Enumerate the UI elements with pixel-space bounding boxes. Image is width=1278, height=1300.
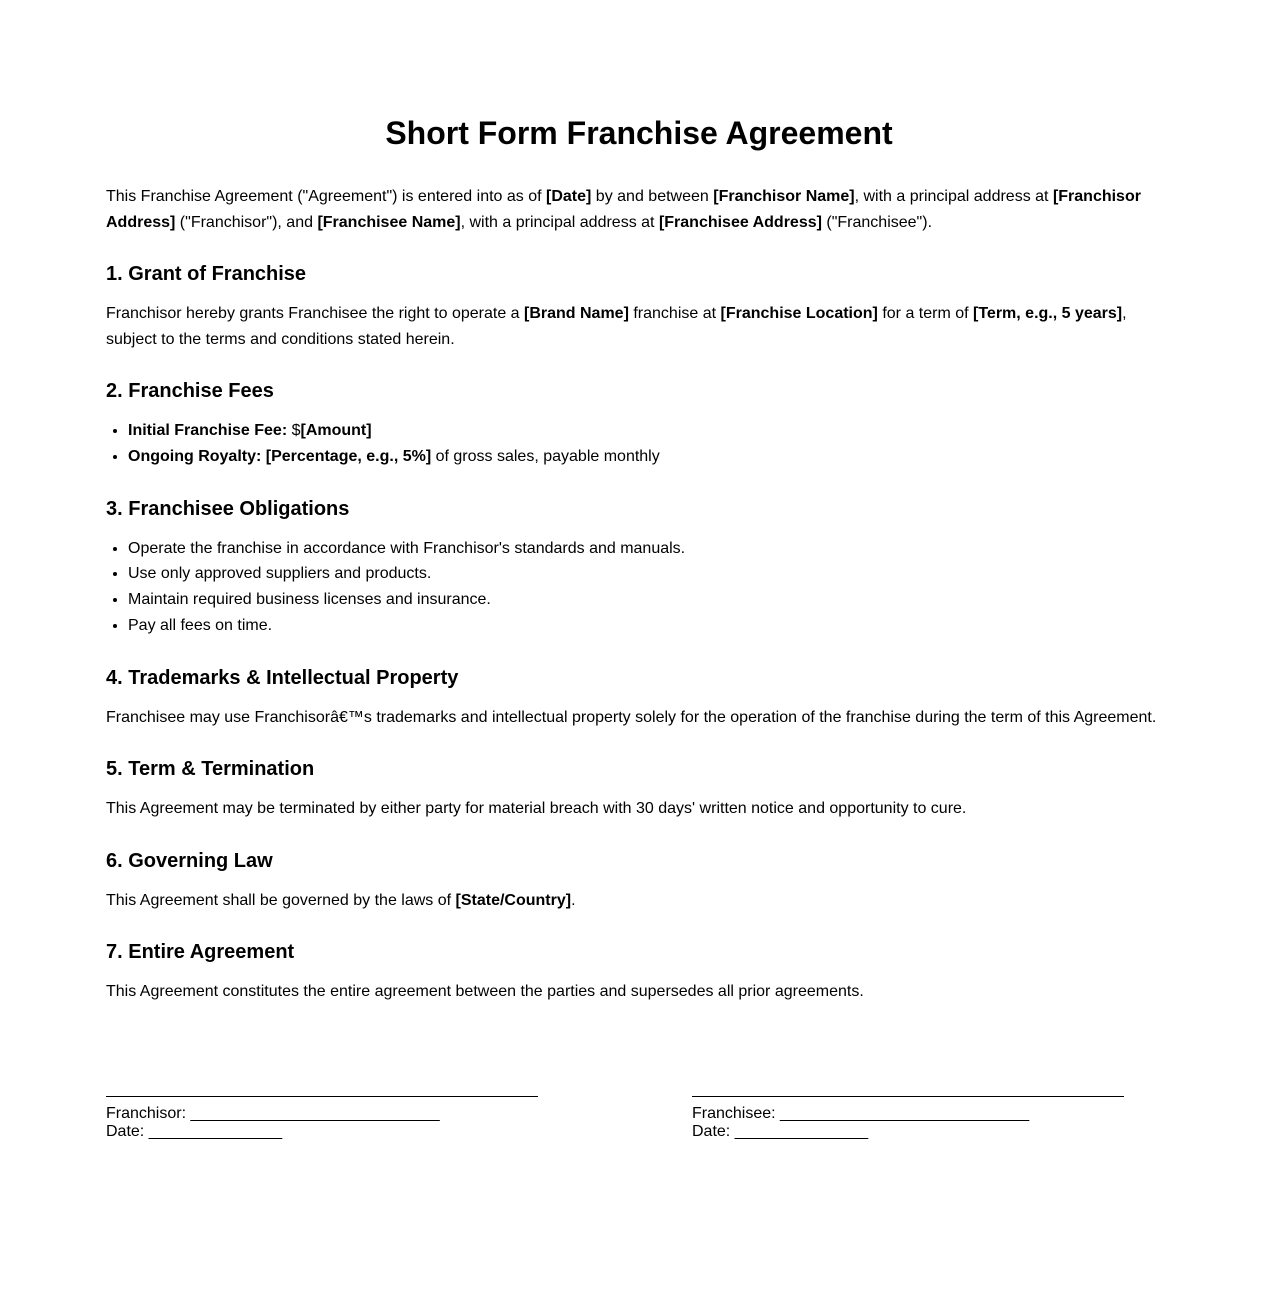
franchisor-date-line: Date: _______________ (106, 1122, 283, 1140)
paragraph-text: , subject to the terms and conditions stated herein. (106, 305, 1127, 348)
intro-text: ("Franchisee"). (821, 213, 933, 231)
intro-text: , with a principal address at (460, 213, 659, 231)
section-heading: 3. Franchisee Obligations (106, 497, 350, 520)
intro-paragraph (106, 184, 1172, 235)
section-paragraph (106, 888, 1172, 914)
franchisee-signature-block (692, 1096, 1124, 1141)
section-governing-law (106, 849, 1172, 914)
term-placeholder: [Term, e.g., 5 years] (973, 305, 1123, 323)
document-title: Short Form Franchise Agreement (385, 115, 893, 151)
amount-placeholder: [Amount] (300, 422, 372, 440)
list-item (128, 444, 1172, 470)
date-placeholder: [Date] (546, 188, 592, 205)
section-paragraph (106, 301, 1172, 352)
section-heading: 4. Trademarks & Intellectual Property (106, 666, 459, 689)
list-text: of gross sales, payable monthly (431, 448, 660, 466)
section-heading: 2. Franchise Fees (106, 380, 274, 403)
signature-area (106, 1096, 1172, 1156)
paragraph-text: . (571, 891, 576, 909)
fee-label: Ongoing Royalty: (128, 448, 262, 466)
section-entire-agreement (106, 940, 1172, 1005)
franchise-location-placeholder: [Franchise Location] (720, 305, 878, 323)
section-grant-of-franchise (106, 262, 1172, 352)
intro-text: by and between (591, 188, 714, 205)
section-heading: 6. Governing Law (106, 849, 273, 872)
franchisor-signature-line: Franchisor: ____________________________ (106, 1104, 440, 1122)
list-item: • Use only approved suppliers and products. (128, 561, 1172, 587)
franchisee-signature-line: Franchisee: ____________________________ (692, 1104, 1030, 1122)
paragraph-text: for a term of (877, 305, 974, 323)
section-franchise-fees (106, 379, 1172, 469)
franchisor-signature-block (106, 1096, 538, 1141)
paragraph-text: Franchisor hereby grants Franchisee the right to operate a (106, 305, 524, 323)
intro-text: , with a principal address at (854, 188, 1053, 205)
intro-text: ("Franchisor"), and (175, 213, 318, 231)
section-paragraph: Franchisee may use Franchisorâ€™s trademarks and intellectual property solely for the operation of the franchise during the term of this Agreement. (106, 708, 1157, 726)
paragraph-text: franchise at (628, 305, 721, 323)
section-heading: 5. Term & Termination (106, 758, 315, 781)
franchisee-name-placeholder: [Franchisee Name] (317, 213, 461, 231)
franchisor-name-placeholder: [Franchisor Name] (713, 188, 855, 205)
list-item (128, 418, 1172, 444)
intro-text: This Franchise Agreement ("Agreement") is entered into as of (106, 188, 547, 205)
list-item: • Pay all fees on time. (128, 613, 1172, 639)
agreement-document (106, 0, 1172, 1156)
list-item: • Operate the franchise in accordance with Franchisor's standards and manuals. (128, 536, 1172, 562)
franchisor-address-placeholder: [Franchisor Address] (106, 188, 1141, 231)
section-paragraph: This Agreement constitutes the entire agreement between the parties and supersedes all prior agreements. (106, 983, 864, 1001)
list-text: $ (287, 422, 301, 440)
section-paragraph: This Agreement may be terminated by either party for material breach with 30 days' written notice and opportunity to cure. (106, 800, 967, 818)
section-trademarks (106, 666, 1172, 731)
brand-name-placeholder: [Brand Name] (524, 305, 629, 323)
section-heading: 1. Grant of Franchise (106, 263, 307, 286)
section-term-termination (106, 757, 1172, 822)
franchisee-date-line: Date: _______________ (692, 1122, 869, 1140)
section-heading: 7. Entire Agreement (106, 941, 295, 964)
section-franchisee-obligations (106, 497, 1172, 639)
list-item: • Maintain required business licenses and insurance. (128, 587, 1172, 613)
percentage-placeholder: [Percentage, e.g., 5%] (265, 448, 432, 466)
paragraph-text: This Agreement shall be governed by the laws of (106, 891, 456, 909)
fees-list (106, 418, 1172, 469)
state-country-placeholder: [State/Country] (455, 891, 572, 909)
fee-label: Initial Franchise Fee: (128, 422, 288, 440)
franchisee-address-placeholder: [Franchisee Address] (658, 213, 822, 231)
obligations-list (106, 536, 1172, 639)
